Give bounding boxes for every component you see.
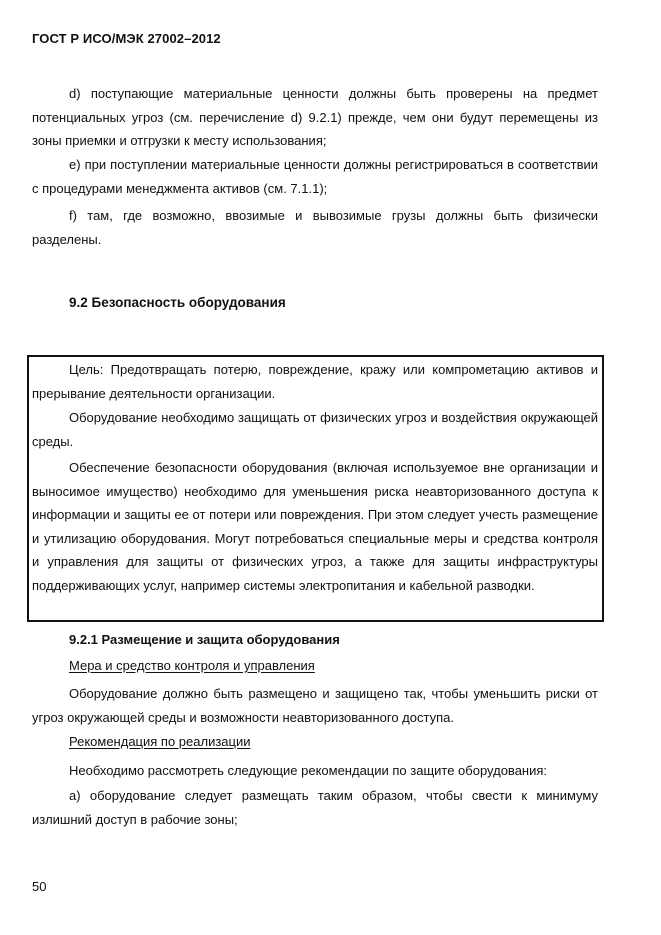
guidance-item-a: a) оборудование следует размещать таким образом, чтобы свести к минимуму излишний доступ в рабочие зоны; [32, 788, 598, 827]
list-item-f: f) там, где возможно, ввозимые и вывозимые грузы должны быть физически разделены. [32, 208, 598, 247]
objective-goal: Цель: Предотвращать потерю, повреждение, кражу или компрометацию активов и прерывание деятельности организации. [32, 362, 598, 401]
section-heading: 9.2 Безопасность оборудования [69, 295, 286, 310]
page-number: 50 [32, 879, 47, 894]
objective-paragraph: Оборудование необходимо защищать от физических угроз и воздействия окружающей среды. [32, 410, 598, 449]
guidance-label: Рекомендация по реализации [69, 734, 251, 749]
list-item-e: e) при поступлении материальные ценности должны регистрироваться в соответствии с процедурами менеджмента активов (см. 7.1.1); [32, 157, 598, 196]
control-label: Мера и средство контроля и управления [69, 658, 315, 673]
guidance-intro: Необходимо рассмотреть следующие рекомендации по защите оборудования: [69, 763, 548, 778]
subsection-heading: 9.2.1 Размещение и защита оборудования [69, 632, 340, 647]
control-text: Оборудование должно быть размещено и защищено так, чтобы уменьшить риски от угроз окружающей среды и возможности неавторизованного доступа. [32, 686, 598, 725]
document-header: ГОСТ Р ИСО/МЭК 27002–2012 [32, 31, 221, 46]
objective-paragraph: Обеспечение безопасности оборудования (включая используемое вне организации и выносимое имущество) необходимо для уменьшения риска неавторизованного доступа к информации и защиты ее от потери или повреждения. При этом следует учесть размещение и утилизацию оборудования. Могут потребоваться специальные меры и средства контроля и управления для защиты от физических угроз, а также для защиты инфраструктуры поддерживающих услуг, например системы электропитания и кабельной разводки. [32, 460, 598, 593]
list-item-d: d) поступающие материальные ценности должны быть проверены на предмет потенциальных угроз (см. перечисление d) 9.2.1) прежде, чем они будут перемещены из зоны приемки и отгрузки к месту использования; [32, 86, 598, 148]
